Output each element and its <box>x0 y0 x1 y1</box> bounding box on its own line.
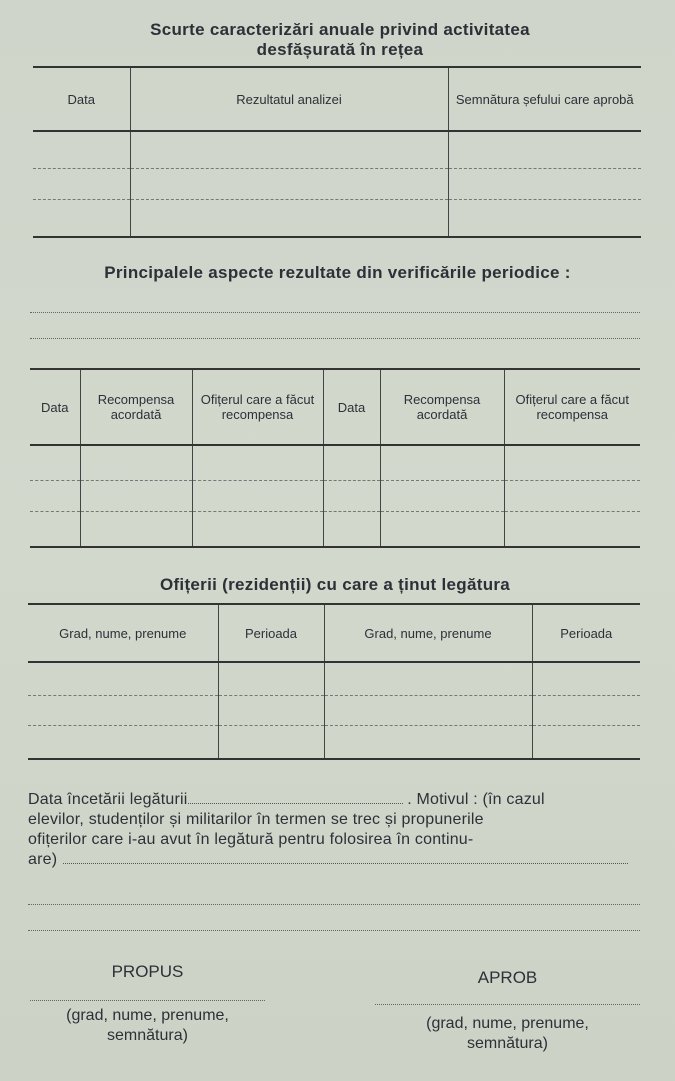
reason-label: . Motivul : (în cazul <box>407 791 545 808</box>
table-cell[interactable] <box>33 168 130 200</box>
table-cell[interactable] <box>192 445 323 481</box>
proposer-signature-line[interactable] <box>30 1000 265 1001</box>
table-cell[interactable] <box>532 696 640 725</box>
proposer-caption-line1: (grad, nume, prenume, <box>66 1007 229 1024</box>
col-header-period: Perioada <box>532 604 640 662</box>
table-cell[interactable] <box>504 481 640 512</box>
col-header-date: Data <box>323 369 380 445</box>
section2-title: Principalele aspecte rezultate din verificările periodice : <box>104 263 571 282</box>
table-cell[interactable] <box>448 168 641 200</box>
table-cell[interactable] <box>80 445 192 481</box>
table-cell[interactable] <box>532 662 640 696</box>
proposer-caption-line2: semnătura) <box>107 1027 188 1044</box>
table-cell[interactable] <box>323 481 380 512</box>
termination-date-field[interactable] <box>188 791 403 804</box>
table-row <box>28 725 640 759</box>
table-cell[interactable] <box>130 168 448 200</box>
table-cell[interactable] <box>532 725 640 759</box>
section4-title: Ofițerii (rezidenții) cu care a ținut legătura <box>159 575 511 594</box>
table-cell[interactable] <box>33 200 130 237</box>
table-cell[interactable] <box>324 662 532 696</box>
table-row <box>30 511 640 547</box>
approver-caption <box>375 1014 640 1054</box>
table-cell[interactable] <box>218 662 324 696</box>
section1-title-line2: desfășurată în rețea <box>256 40 424 59</box>
table-row <box>30 481 640 512</box>
table-cell[interactable] <box>30 445 80 481</box>
approver-caption-line1: (grad, nume, prenume, <box>426 1015 589 1032</box>
section1-title <box>60 20 620 60</box>
table-row <box>28 662 640 696</box>
table-cell[interactable] <box>30 481 80 512</box>
table-cell[interactable] <box>130 200 448 237</box>
table-cell[interactable] <box>28 662 218 696</box>
approver-signature-line[interactable] <box>375 1004 640 1005</box>
approver-caption-line2: semnătura) <box>467 1035 548 1052</box>
dotted-line[interactable] <box>28 930 640 931</box>
dotted-line[interactable] <box>30 338 640 339</box>
rewards-table <box>30 368 640 548</box>
col-header-grade-name: Grad, nume, prenume <box>324 604 532 662</box>
table-cell[interactable] <box>380 511 504 547</box>
table-cell[interactable] <box>130 131 448 168</box>
table-cell[interactable] <box>28 725 218 759</box>
col-header-date: Data <box>30 369 80 445</box>
table-cell[interactable] <box>380 481 504 512</box>
table-cell[interactable] <box>30 511 80 547</box>
table-cell[interactable] <box>504 511 640 547</box>
table-cell[interactable] <box>218 725 324 759</box>
table-row <box>30 445 640 481</box>
table-cell[interactable] <box>324 725 532 759</box>
table-row <box>33 131 641 168</box>
section1-title-line1: Scurte caracterizări anuale privind activitatea <box>150 20 530 39</box>
termination-line-4 <box>28 850 643 870</box>
dotted-line[interactable] <box>28 904 640 905</box>
col-header-period: Perioada <box>218 604 324 662</box>
annual-characterization-table <box>33 66 641 238</box>
termination-date-label: Data încetării legăturii <box>28 791 188 808</box>
proposed-by-label: PROPUS <box>111 962 184 981</box>
table-row <box>33 200 641 237</box>
officers-table <box>28 603 640 760</box>
table-cell[interactable] <box>448 200 641 237</box>
table-cell[interactable] <box>324 696 532 725</box>
col-header-analysis-result: Rezultatul analizei <box>130 67 448 131</box>
table-cell[interactable] <box>80 511 192 547</box>
col-header-officer: Ofițerul care a făcut recompensa <box>504 369 640 445</box>
col-header-officer: Ofițerul care a făcut recompensa <box>192 369 323 445</box>
termination-line-4-text: are) <box>28 851 58 868</box>
table-cell[interactable] <box>192 511 323 547</box>
col-header-date: Data <box>33 67 130 131</box>
table-cell[interactable] <box>380 445 504 481</box>
reason-field[interactable] <box>63 851 628 864</box>
dotted-line[interactable] <box>30 312 640 313</box>
table-cell[interactable] <box>192 481 323 512</box>
approved-by-label: APROB <box>477 968 538 987</box>
termination-line-2: elevilor, studenților și militarilor în termen se trec și propunerile <box>28 811 484 828</box>
proposer-caption <box>30 1006 265 1046</box>
table-row <box>28 696 640 725</box>
table-cell[interactable] <box>323 445 380 481</box>
table-cell[interactable] <box>33 131 130 168</box>
table-cell[interactable] <box>504 445 640 481</box>
col-header-reward: Recompensa acordată <box>80 369 192 445</box>
table-cell[interactable] <box>28 696 218 725</box>
col-header-reward: Recompensa acordată <box>380 369 504 445</box>
table-row <box>33 168 641 200</box>
col-header-approver-signature: Semnătura șefului care aprobă <box>448 67 641 131</box>
col-header-grade-name: Grad, nume, prenume <box>28 604 218 662</box>
termination-paragraph <box>28 790 643 870</box>
table-cell[interactable] <box>323 511 380 547</box>
table-cell[interactable] <box>448 131 641 168</box>
table-cell[interactable] <box>218 696 324 725</box>
termination-line-1 <box>28 790 643 810</box>
table-cell[interactable] <box>80 481 192 512</box>
termination-line-3: ofițerilor care i-au avut în legătură pentru folosirea în continu- <box>28 831 474 848</box>
